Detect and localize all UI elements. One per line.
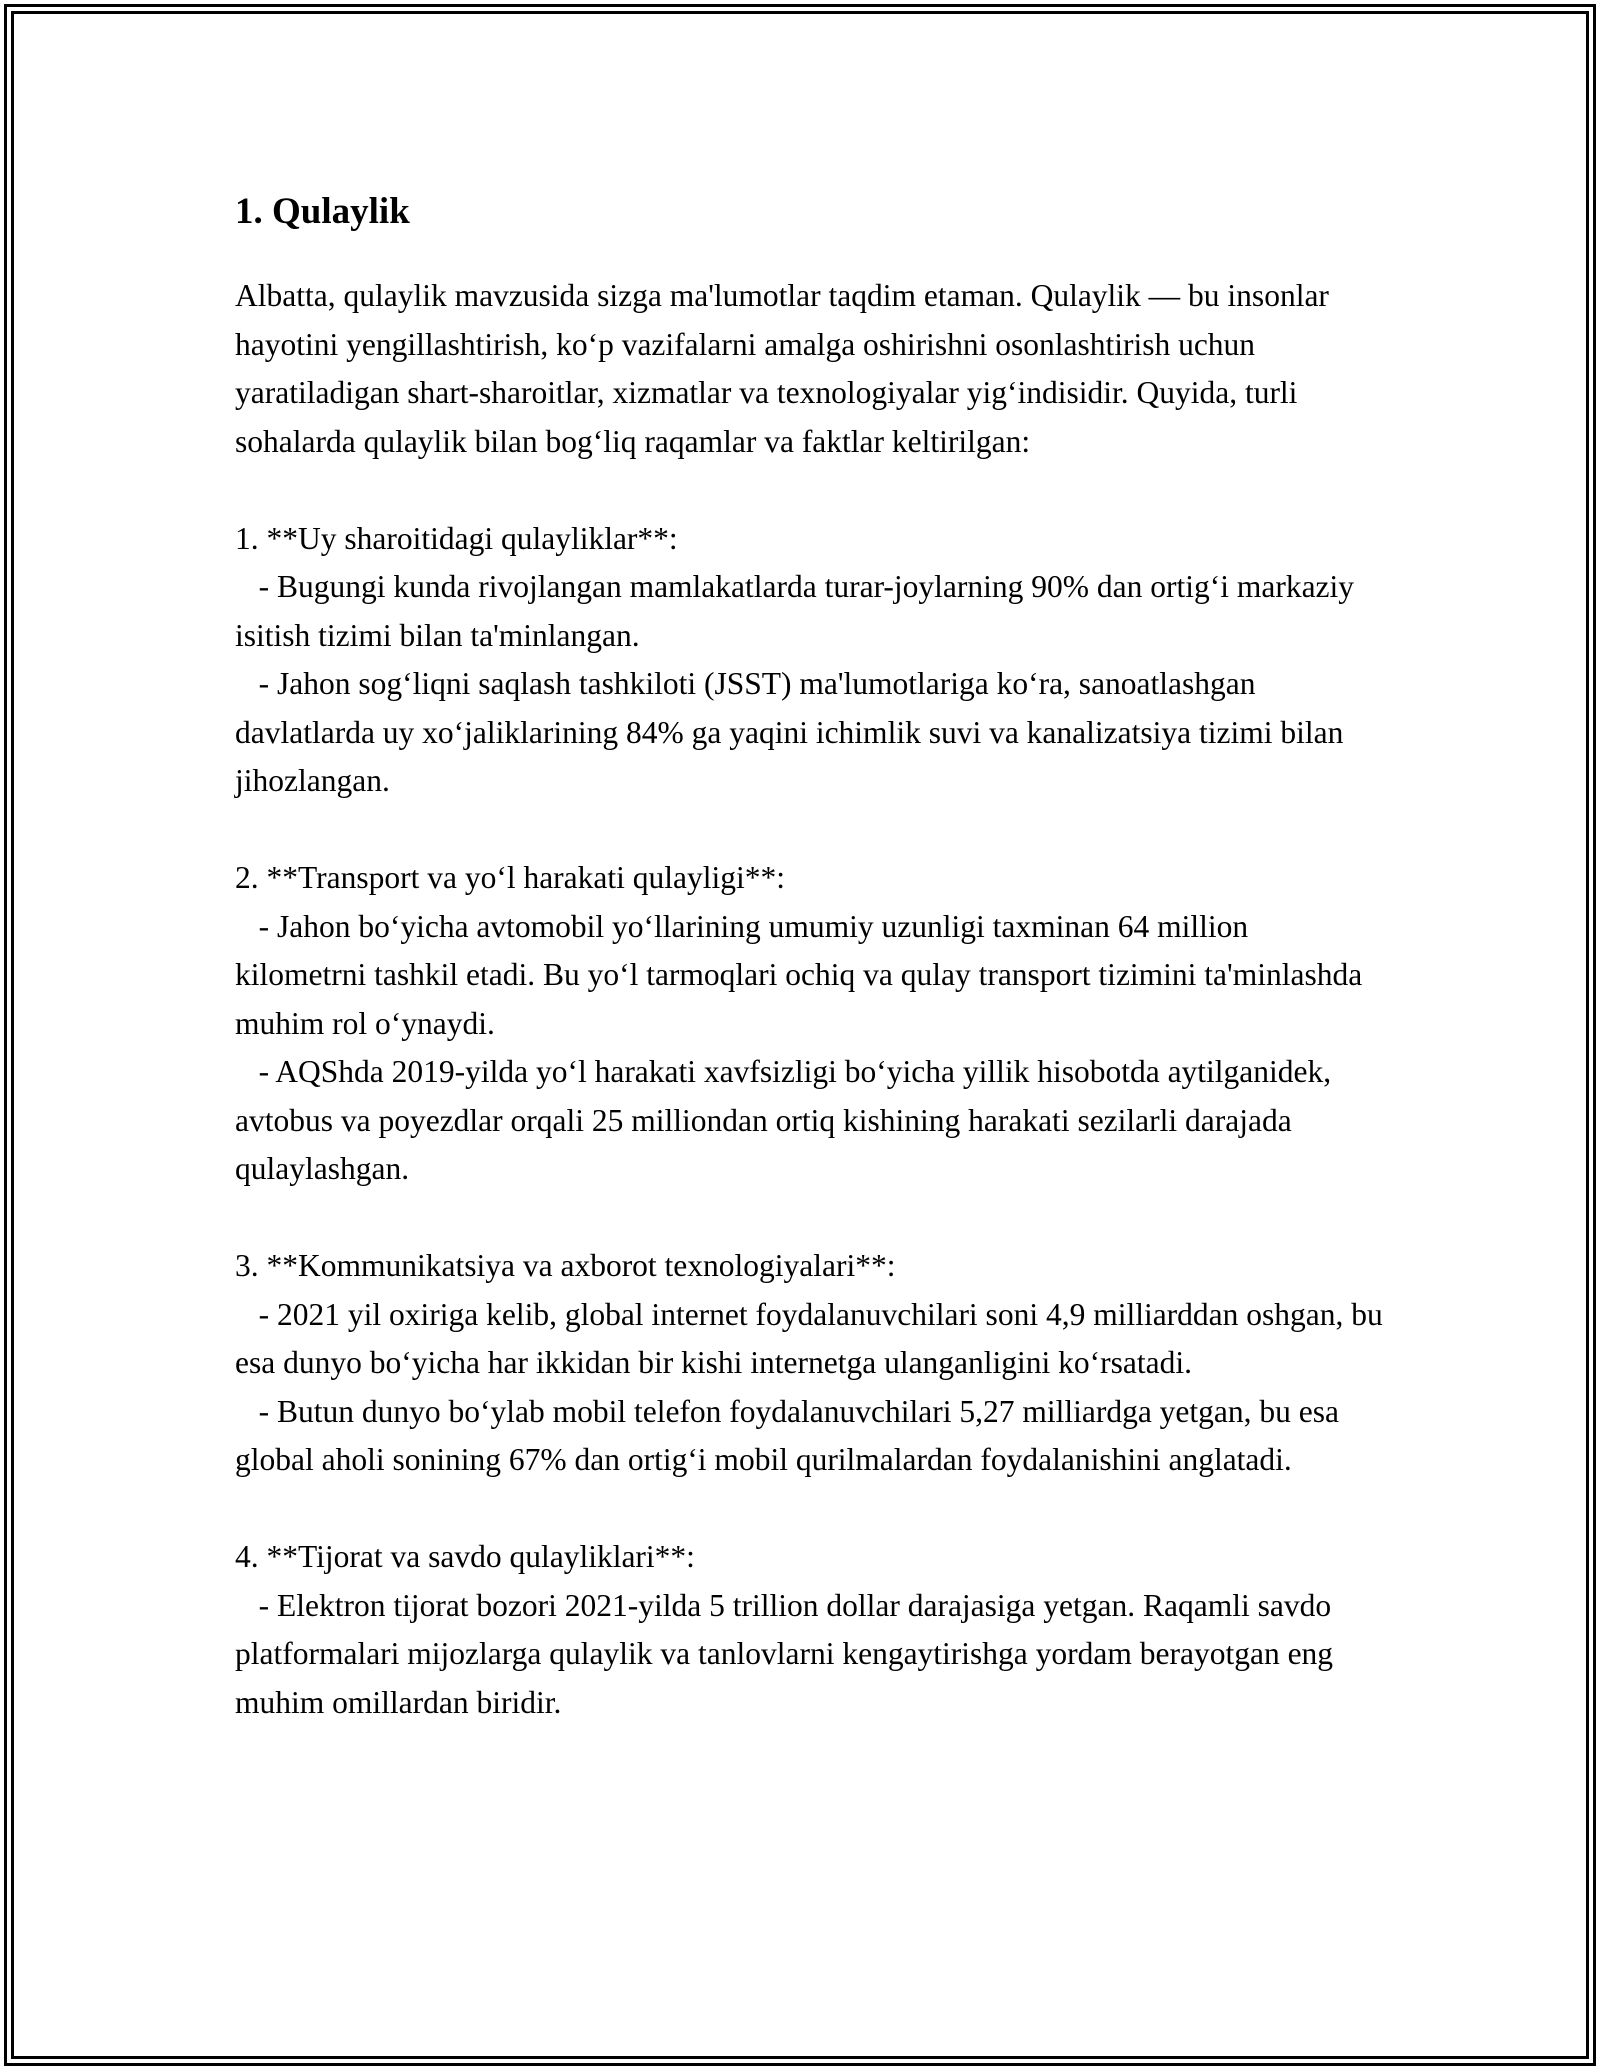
spacer	[235, 1485, 1385, 1534]
spacer	[235, 806, 1385, 855]
intro-paragraph: Albatta, qulaylik mavzusida sizga ma'lumotlar taqdim etaman. Qulaylik — bu insonlar hayotini yengillashtirish, ko‘p vazifalarni amalga oshirishni osonlashtirish uchun yaratiladigan shart-sharoitlar, xizmatlar va texnologiyalar yig‘indisidir. Quyida, turli sohalarda qulaylik bilan bog‘liq raqamlar va faktlar keltirilgan:	[235, 278, 1337, 459]
section-heading: 2. **Transport va yo‘l harakati qulayligi**:	[235, 860, 786, 895]
spacer	[235, 1194, 1385, 1243]
section-communication	[235, 1242, 1391, 1485]
list-item: - 2021 yil oxiriga kelib, global internet foydalanuvchilari soni 4,9 milliarddan oshgan, bu esa dunyo bo‘yicha har ikkidan bir kishi internetga ulanganligini ko‘rsatadi.	[235, 1296, 1391, 1380]
section-heading: 3. **Kommunikatsiya va axborot texnologiyalari**:	[235, 1248, 896, 1283]
section-heading: 1. **Uy sharoitidagi qulayliklar**:	[235, 520, 678, 556]
list-item: - Butun dunyo bo‘ylab mobil telefon foydalanuvchilari 5,27 milliardga yetgan, bu esa global aholi sonining 67% dan ortig‘i mobil qurilmalardan foydalanishini anglatadi.	[235, 1393, 1347, 1477]
list-item: - Jahon bo‘yicha avtomobil yo‘llarining umumiy uzunligi taxminan 64 million kilometrni tashkil etadi. Bu yo‘l tarmoqlari ochiq va qulay transport tizimini ta'minlashda muhim rol o‘ynaydi.	[235, 908, 1371, 1041]
page-title: 1. Qulaylik	[235, 191, 410, 232]
spacer	[235, 466, 1385, 515]
section-commerce	[235, 1533, 1385, 1727]
section-heading: 4. **Tijorat va savdo qulayliklari**:	[235, 1539, 695, 1574]
list-item: - Elektron tijorat bozori 2021-yilda 5 trillion dollar darajasiga yetgan. Raqamli savdo platformalari mijozlarga qulaylik va tanlovlarni kengaytirishga yordam berayotgan eng muhim omillardan biridir.	[235, 1587, 1341, 1720]
list-item: - Bugungi kunda rivojlangan mamlakatlarda turar-joylarning 90% dan ortig‘i markaziy isitish tizimi bilan ta'minlangan.	[235, 569, 1362, 653]
section-transport	[235, 854, 1385, 1194]
list-item: - Jahon sog‘liqni saqlash tashkiloti (JSST) ma'lumotlariga ko‘ra, sanoatlashgan davlatlarda uy xo‘jaliklarining 84% ga yaqini ichimlik suvi va kanalizatsiya tizimi bilan jihozlangan.	[235, 666, 1352, 798]
list-item: - AQShda 2019-yilda yo‘l harakati xavfsizligi bo‘yicha yillik hisobotda aytilganidek, avtobus va poyezdlar orqali 25 milliondan ortiq kishining harakati sezilarli darajada qulaylashgan.	[235, 1054, 1340, 1186]
document-body	[235, 186, 1391, 1727]
section-home	[235, 515, 1385, 806]
